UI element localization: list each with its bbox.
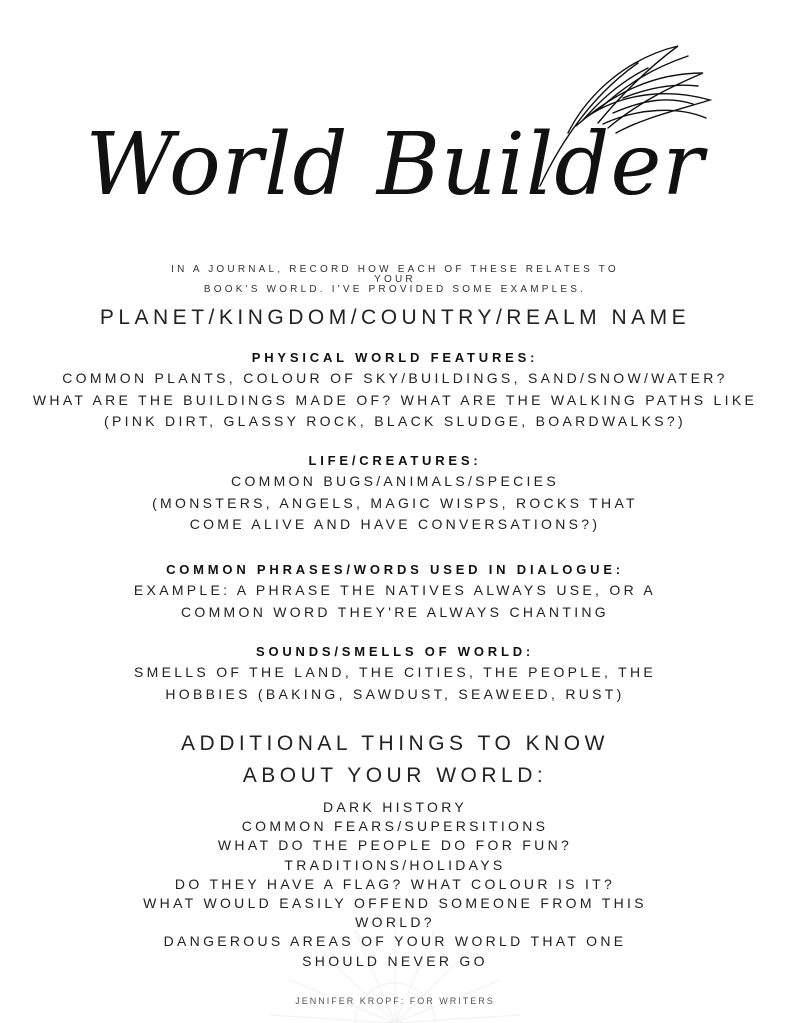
section-line: (PINK DIRT, GLASSY ROCK, BLACK SLUDGE, BOARDWALKS?) bbox=[104, 413, 686, 429]
additional-heading-line: ADDITIONAL THINGS TO KNOW bbox=[181, 732, 609, 755]
list-item: COMMON FEARS/SUPERSITIONS bbox=[241, 818, 549, 835]
section-line: COMMON WORD THEY'RE ALWAYS CHANTING bbox=[180, 603, 609, 620]
intro-line: IN A JOURNAL, RECORD HOW EACH OF THESE RELATES TO YOUR bbox=[171, 264, 619, 285]
list-item: WHAT WOULD EASILY OFFEND SOMEONE FROM THIS bbox=[143, 895, 647, 912]
section-heading: PHYSICAL WORLD FEATURES: bbox=[251, 350, 539, 365]
section-line: SMELLS OF THE LAND, THE CITIES, THE PEOPLE, THE bbox=[133, 664, 657, 680]
list-item: WHAT DO THE PEOPLE DO FOR FUN? bbox=[217, 837, 573, 854]
list-item: DO THEY HAVE A FLAG? WHAT COLOUR IS IT? bbox=[174, 875, 616, 892]
section-heading: SOUNDS/SMELLS OF WORLD: bbox=[255, 644, 535, 659]
intro-text bbox=[150, 265, 640, 295]
intro-line: BOOK'S WORLD. I'VE PROVIDED SOME EXAMPLES. bbox=[203, 284, 587, 295]
section-line: (MONSTERS, ANGELS, MAGIC WISPS, ROCKS THAT bbox=[152, 494, 638, 511]
section-phrases bbox=[0, 560, 790, 623]
section-line: COMMON BUGS/ANIMALS/SPECIES bbox=[231, 473, 559, 489]
additional-heading-line: ABOUT YOUR WORLD: bbox=[242, 764, 548, 787]
footer-credit: JENNIFER KROPF: FOR WRITERS bbox=[295, 996, 495, 1006]
section-heading: COMMON PHRASES/WORDS USED IN DIALOGUE: bbox=[166, 562, 624, 577]
additional-heading bbox=[0, 728, 790, 792]
page-title: World Builder bbox=[85, 115, 705, 215]
section-line: HOBBIES (BAKING, SAWDUST, SEAWEED, RUST) bbox=[165, 685, 625, 702]
realm-heading: PLANET/KINGDOM/COUNTRY/REALM NAME bbox=[99, 306, 691, 329]
list-item: TRADITIONS/HOLIDAYS bbox=[284, 856, 506, 873]
list-item: SHOULD NEVER GO bbox=[302, 952, 488, 969]
section-sounds bbox=[0, 642, 790, 705]
section-physical bbox=[0, 348, 790, 433]
section-line: EXAMPLE: A PHRASE THE NATIVES ALWAYS USE, OR A bbox=[133, 582, 657, 598]
section-life bbox=[0, 451, 790, 536]
section-line: COME ALIVE AND HAVE CONVERSATIONS?) bbox=[189, 516, 601, 532]
list-item: WORLD? bbox=[355, 914, 435, 931]
section-line: COMMON PLANTS, COLOUR OF SKY/BUILDINGS, SAND/SNOW/WATER? bbox=[62, 370, 728, 386]
list-item: DANGEROUS AREAS OF YOUR WORLD THAT ONE bbox=[163, 933, 627, 950]
list-item: DARK HISTORY bbox=[322, 799, 468, 815]
additional-list bbox=[0, 798, 790, 971]
section-heading: LIFE/CREATURES: bbox=[308, 453, 482, 468]
section-line: WHAT ARE THE BUILDINGS MADE OF? WHAT ARE THE WALKING PATHS LIKE bbox=[32, 391, 758, 408]
